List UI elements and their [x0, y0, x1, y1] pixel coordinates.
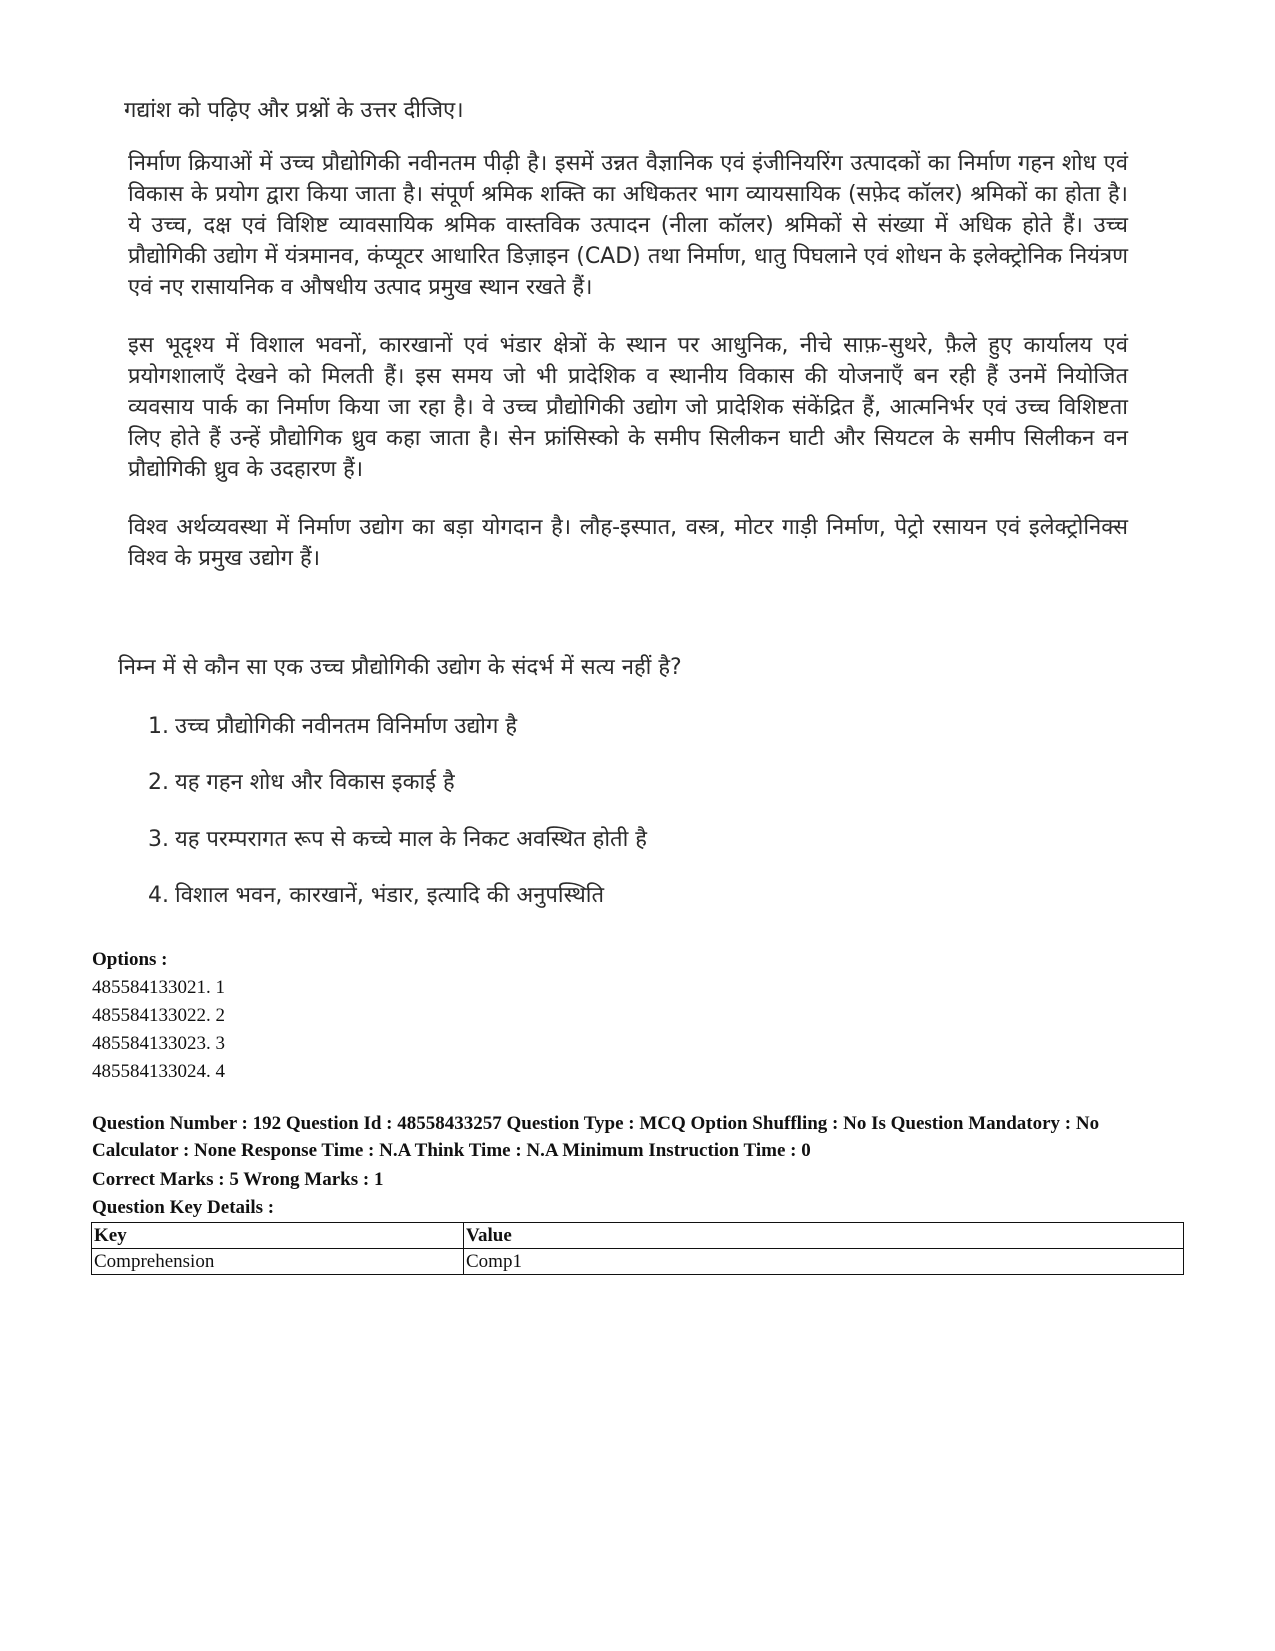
marks-info: Correct Marks : 5 Wrong Marks : 1: [92, 1169, 384, 1190]
table-row: [92, 1249, 1184, 1275]
choice-item: [148, 881, 604, 911]
passage-paragraph: निर्माण क्रियाओं में उच्च प्रौद्योगिकी नवीनतम पीढ़ी है। इसमें उन्नत वैज्ञानिक एवं इंजीनियरिंग उत्पादकों का निर्माण गहन शोध एवं विकास के प्रयोग द्वारा किया जाता है। संपूर्ण श्रमिक शक्ति का अधिकतर भाग व्यायसायिक (सफ़ेद कॉलर) श्रमिकों का होता है। ये उच्च, दक्ष एवं विशिष्ट व्यावसायिक श्रमिक वास्तविक उत्पादन (नीला कॉलर) श्रमिकों से संख्या में अधिक होते हैं। उच्च प्रौद्योगिकी उद्योग में यंत्रमानव, कंप्यूटर आधारित डिज़ाइन (CAD) तथा निर्माण, धातु पिघलाने एवं शोधन के इलेक्ट्रोनिक नियंत्रण एवं नए रासायनिक व औषधीय उत्पाद प्रमुख स्थान रखते हैं।: [128, 151, 1128, 300]
question-text: निम्न में से कौन सा एक उच्च प्रौद्योगिकी उद्योग के संदर्भ में सत्य नहीं है?: [118, 655, 682, 680]
option-id-line: 485584133021. 1: [92, 977, 225, 998]
key-details-label: Question Key Details :: [92, 1197, 275, 1218]
key-table: [91, 1222, 1184, 1275]
question-info: Question Number : 192 Question Id : 48558433257 Question Type : MCQ Option Shuffling : No Is Question Mandatory : No Calculator : None Response Time : N.A Think Time : N.A Minimum Instruction Time : 0: [92, 1113, 1100, 1161]
column-header-value: Value: [464, 1223, 1184, 1249]
option-id-line: 485584133022. 2: [92, 1005, 225, 1026]
table-cell-key: Comprehension: [92, 1249, 464, 1275]
passage-instruction: गद्यांश को पढ़िए और प्रश्नों के उत्तर दीजिए।: [124, 98, 464, 123]
choice-text: विशाल भवन, कारखानें, भंडार, इत्यादि की अनुपस्थिति: [175, 883, 605, 908]
table-cell-value: Comp1: [464, 1249, 1184, 1275]
choice-number: 1.: [148, 714, 169, 739]
choice-item: [148, 768, 455, 798]
column-header-key: Key: [92, 1223, 464, 1249]
choice-text: यह परम्परागत रूप से कच्चे माल के निकट अवस्थित होती है: [175, 827, 647, 852]
option-id-line: 485584133023. 3: [92, 1033, 225, 1054]
choice-item: [148, 825, 647, 855]
choice-number: 3.: [148, 827, 169, 852]
table-header-row: [92, 1223, 1184, 1249]
passage-paragraph: इस भूदृश्य में विशाल भवनों, कारखानों एवं भंडार क्षेत्रों के स्थान पर आधुनिक, नीचे साफ़-सुथरे, फ़ैले हुए कार्यालय एवं प्रयोगशालाएँ देखने को मिलती हैं। इस समय जो भी प्रादेशिक व स्थानीय विकास की योजनाएँ बन रही हैं उनमें नियोजित व्यवसाय पार्क का निर्माण किया जा रहा है। वे उच्च प्रौद्योगिकी उद्योग जो प्रादेशिक संकेंद्रित हैं, आत्मनिर्भर एवं उच्च विशिष्टता लिए होते हैं उन्हें प्रौद्योगिक ध्रुव कहा जाता है। सेन फ्रांसिस्को के समीप सिलीकन घाटी और सियटल के समीप सिलीकन वन प्रौद्योगिकी ध्रुव के उदहारण हैं।: [128, 333, 1128, 482]
options-label: Options :: [92, 949, 168, 970]
choice-item: [148, 712, 517, 742]
choice-number: 4.: [148, 883, 169, 908]
choice-text: उच्च प्रौद्योगिकी नवीनतम विनिर्माण उद्योग है: [175, 714, 518, 739]
choice-text: यह गहन शोध और विकास इकाई है: [175, 770, 455, 795]
passage-paragraph: विश्व अर्थव्यवस्था में निर्माण उद्योग का बड़ा योगदान है। लौह-इस्पात, वस्त्र, मोटर गाड़ी निर्माण, पेट्रो रसायन एवं इलेक्ट्रोनिक्स विश्व के प्रमुख उद्योग हैं।: [128, 515, 1128, 571]
choice-number: 2.: [148, 770, 169, 795]
option-id-line: 485584133024. 4: [92, 1061, 225, 1082]
